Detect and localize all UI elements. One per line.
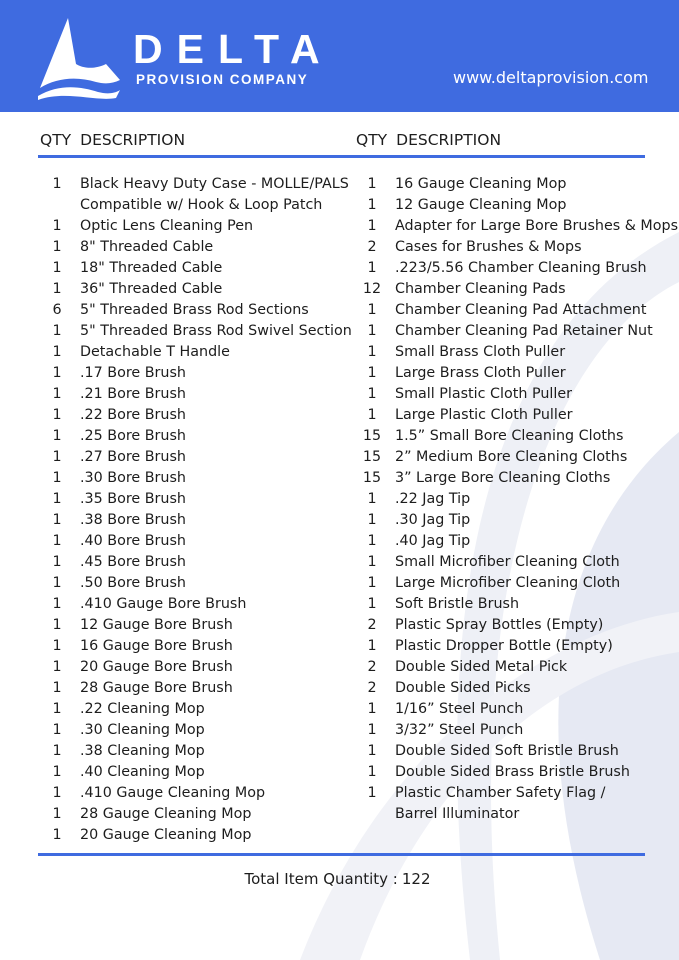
item-description: Large Microfiber Cleaning Cloth bbox=[395, 575, 621, 591]
list-item bbox=[349, 783, 678, 804]
item-description: Plastic Chamber Safety Flag / bbox=[395, 785, 606, 801]
list-item bbox=[34, 279, 352, 300]
item-description: 28 Gauge Cleaning Mop bbox=[80, 806, 252, 822]
list-item bbox=[34, 804, 352, 825]
list-item bbox=[349, 594, 678, 615]
item-qty: 1 bbox=[52, 680, 62, 696]
list-item bbox=[349, 552, 678, 573]
item-qty: 1 bbox=[52, 659, 62, 675]
item-description: .410 Gauge Cleaning Mop bbox=[80, 785, 266, 801]
item-qty: 1 bbox=[367, 743, 377, 759]
list-item bbox=[349, 300, 678, 321]
item-qty: 1 bbox=[52, 470, 62, 486]
item-qty: 1 bbox=[367, 596, 377, 612]
item-qty: 1 bbox=[367, 218, 377, 234]
item-description: Black Heavy Duty Case - MOLLE/PALS bbox=[80, 176, 349, 192]
list-item bbox=[349, 531, 678, 552]
list-item bbox=[349, 573, 678, 594]
item-description: Soft Bristle Brush bbox=[395, 596, 520, 612]
list-item bbox=[349, 678, 678, 699]
left-column-header bbox=[40, 131, 194, 149]
list-item bbox=[349, 426, 678, 447]
right-column-header bbox=[356, 131, 510, 149]
item-qty: 2 bbox=[367, 239, 377, 255]
list-item bbox=[34, 573, 352, 594]
item-qty bbox=[34, 195, 80, 216]
item-description: 1/16” Steel Punch bbox=[395, 701, 524, 717]
item-description: 16 Gauge Cleaning Mop bbox=[395, 176, 567, 192]
item-qty: 1 bbox=[367, 407, 377, 423]
list-item bbox=[34, 762, 352, 783]
total-quantity bbox=[0, 870, 679, 888]
list-item bbox=[34, 426, 352, 447]
item-description: .22 Bore Brush bbox=[80, 407, 186, 423]
list-item bbox=[349, 762, 678, 783]
list-item bbox=[349, 468, 678, 489]
item-description: Plastic Spray Bottles (Empty) bbox=[395, 617, 604, 633]
item-description: 3” Large Bore Cleaning Cloths bbox=[395, 470, 611, 486]
list-item bbox=[349, 342, 678, 363]
item-qty: 15 bbox=[362, 449, 382, 465]
list-item bbox=[349, 489, 678, 510]
list-item bbox=[34, 678, 352, 699]
list-item bbox=[34, 300, 352, 321]
item-qty: 1 bbox=[52, 785, 62, 801]
header-divider bbox=[38, 155, 645, 158]
item-qty: 1 bbox=[52, 176, 62, 192]
item-description: Double Sided Brass Bristle Brush bbox=[395, 764, 630, 780]
item-qty: 1 bbox=[52, 344, 62, 360]
item-description: Compatible w/ Hook & Loop Patch bbox=[80, 197, 323, 213]
list-item bbox=[349, 258, 678, 279]
list-item bbox=[34, 237, 352, 258]
item-qty: 1 bbox=[367, 386, 377, 402]
list-item bbox=[34, 552, 352, 573]
item-qty: 1 bbox=[367, 722, 377, 738]
website-link[interactable]: www.deltaprovision.com bbox=[453, 68, 649, 87]
item-description: Large Brass Cloth Puller bbox=[395, 365, 566, 381]
list-item bbox=[34, 468, 352, 489]
item-description: Optic Lens Cleaning Pen bbox=[80, 218, 254, 234]
list-item bbox=[34, 636, 352, 657]
footer-divider bbox=[38, 853, 645, 856]
item-description: 18" Threaded Cable bbox=[80, 260, 223, 276]
item-qty: 1 bbox=[52, 218, 62, 234]
item-description: Small Microfiber Cleaning Cloth bbox=[395, 554, 620, 570]
item-description: Small Brass Cloth Puller bbox=[395, 344, 566, 360]
list-item bbox=[349, 216, 678, 237]
item-qty: 1 bbox=[52, 554, 62, 570]
item-description: .21 Bore Brush bbox=[80, 386, 186, 402]
item-qty: 1 bbox=[52, 386, 62, 402]
item-description: Detachable T Handle bbox=[80, 344, 230, 360]
item-description: .17 Bore Brush bbox=[80, 365, 186, 381]
item-qty: 1 bbox=[52, 407, 62, 423]
list-item bbox=[34, 720, 352, 741]
item-qty: 1 bbox=[52, 533, 62, 549]
list-item bbox=[349, 405, 678, 426]
qty-header: QTY bbox=[40, 131, 72, 149]
description-header: DESCRIPTION bbox=[396, 131, 502, 149]
item-description: .40 Bore Brush bbox=[80, 533, 186, 549]
item-qty: 1 bbox=[367, 638, 377, 654]
item-qty: 1 bbox=[367, 764, 377, 780]
list-item bbox=[349, 699, 678, 720]
item-description: .27 Bore Brush bbox=[80, 449, 186, 465]
list-item bbox=[349, 447, 678, 468]
item-description: .30 Cleaning Mop bbox=[80, 722, 205, 738]
item-qty: 1 bbox=[367, 533, 377, 549]
total-value: 122 bbox=[401, 870, 431, 888]
item-description: .38 Bore Brush bbox=[80, 512, 186, 528]
item-description: 36" Threaded Cable bbox=[80, 281, 223, 297]
item-qty: 1 bbox=[52, 575, 62, 591]
item-qty: 1 bbox=[52, 323, 62, 339]
item-description: .30 Bore Brush bbox=[80, 470, 186, 486]
item-description: Chamber Cleaning Pad Retainer Nut bbox=[395, 323, 653, 339]
item-description: 2” Medium Bore Cleaning Cloths bbox=[395, 449, 628, 465]
qty-header: QTY bbox=[356, 131, 388, 149]
list-item bbox=[34, 363, 352, 384]
item-qty: 1 bbox=[52, 806, 62, 822]
header-banner bbox=[0, 0, 679, 112]
item-qty: 1 bbox=[367, 323, 377, 339]
item-description: Barrel Illuminator bbox=[395, 806, 520, 822]
item-description: Chamber Cleaning Pads bbox=[395, 281, 566, 297]
item-qty: 1 bbox=[52, 764, 62, 780]
item-qty: 1 bbox=[52, 512, 62, 528]
item-description: 20 Gauge Bore Brush bbox=[80, 659, 233, 675]
list-item bbox=[34, 741, 352, 762]
list-item bbox=[349, 615, 678, 636]
item-description: Large Plastic Cloth Puller bbox=[395, 407, 573, 423]
item-description: 5" Threaded Brass Rod Sections bbox=[80, 302, 309, 318]
item-qty: 1 bbox=[52, 491, 62, 507]
total-label: Total Item Quantity : bbox=[244, 870, 398, 888]
item-qty: 1 bbox=[367, 701, 377, 717]
item-qty: 1 bbox=[52, 365, 62, 381]
item-qty: 15 bbox=[362, 470, 382, 486]
list-item bbox=[349, 195, 678, 216]
list-item bbox=[34, 405, 352, 426]
list-item bbox=[34, 594, 352, 615]
item-qty: 1 bbox=[367, 176, 377, 192]
item-description: 8" Threaded Cable bbox=[80, 239, 214, 255]
item-qty: 1 bbox=[367, 785, 377, 801]
list-item bbox=[34, 531, 352, 552]
list-item bbox=[349, 741, 678, 762]
list-item bbox=[34, 174, 352, 195]
item-qty: 1 bbox=[367, 365, 377, 381]
item-description: 28 Gauge Bore Brush bbox=[80, 680, 233, 696]
list-item bbox=[34, 783, 352, 804]
item-qty: 2 bbox=[367, 659, 377, 675]
item-qty: 1 bbox=[367, 512, 377, 528]
item-description: .223/5.56 Chamber Cleaning Brush bbox=[395, 260, 647, 276]
list-item bbox=[349, 237, 678, 258]
item-description: Small Plastic Cloth Puller bbox=[395, 386, 573, 402]
item-description: .40 Cleaning Mop bbox=[80, 764, 205, 780]
list-item bbox=[349, 279, 678, 300]
list-item bbox=[349, 174, 678, 195]
item-description: Double Sided Soft Bristle Brush bbox=[395, 743, 619, 759]
list-item bbox=[34, 657, 352, 678]
item-qty: 2 bbox=[367, 680, 377, 696]
item-description: 5" Threaded Brass Rod Swivel Section bbox=[80, 323, 352, 339]
list-item bbox=[349, 804, 678, 825]
item-qty: 1 bbox=[52, 596, 62, 612]
item-qty: 1 bbox=[52, 743, 62, 759]
list-item bbox=[34, 321, 352, 342]
item-qty: 1 bbox=[52, 638, 62, 654]
item-qty: 15 bbox=[362, 428, 382, 444]
list-item bbox=[349, 510, 678, 531]
brand-name: DELTA bbox=[133, 26, 334, 72]
list-item bbox=[34, 195, 352, 216]
item-description: .22 Cleaning Mop bbox=[80, 701, 205, 717]
item-qty: 1 bbox=[367, 260, 377, 276]
item-description: .38 Cleaning Mop bbox=[80, 743, 205, 759]
list-item bbox=[34, 615, 352, 636]
item-qty: 1 bbox=[52, 617, 62, 633]
item-qty: 1 bbox=[367, 575, 377, 591]
list-item bbox=[34, 447, 352, 468]
item-description: .35 Bore Brush bbox=[80, 491, 186, 507]
description-header: DESCRIPTION bbox=[80, 131, 186, 149]
item-qty: 1 bbox=[52, 701, 62, 717]
item-description: .40 Jag Tip bbox=[395, 533, 471, 549]
item-description: 12 Gauge Cleaning Mop bbox=[395, 197, 567, 213]
item-description: Cases for Brushes & Mops bbox=[395, 239, 582, 255]
item-description: .25 Bore Brush bbox=[80, 428, 186, 444]
list-item bbox=[34, 216, 352, 237]
list-item bbox=[34, 825, 352, 846]
item-qty: 1 bbox=[367, 554, 377, 570]
left-item-list bbox=[34, 174, 352, 846]
list-item bbox=[349, 384, 678, 405]
delta-logo-icon bbox=[36, 18, 120, 100]
item-description: 16 Gauge Bore Brush bbox=[80, 638, 233, 654]
list-item bbox=[349, 657, 678, 678]
brand-subtitle: PROVISION COMPANY bbox=[136, 72, 309, 87]
item-qty: 1 bbox=[52, 260, 62, 276]
item-description: Chamber Cleaning Pad Attachment bbox=[395, 302, 647, 318]
item-description: 3/32” Steel Punch bbox=[395, 722, 524, 738]
item-description: .22 Jag Tip bbox=[395, 491, 471, 507]
item-qty: 1 bbox=[52, 722, 62, 738]
list-item bbox=[349, 321, 678, 342]
item-description: .45 Bore Brush bbox=[80, 554, 186, 570]
item-qty: 6 bbox=[52, 302, 62, 318]
list-item bbox=[34, 258, 352, 279]
item-description: Adapter for Large Bore Brushes & Mops bbox=[395, 218, 679, 234]
item-qty: 1 bbox=[52, 449, 62, 465]
list-item bbox=[349, 636, 678, 657]
item-description: .50 Bore Brush bbox=[80, 575, 186, 591]
list-item bbox=[34, 699, 352, 720]
item-qty: 12 bbox=[362, 281, 382, 297]
item-description: 12 Gauge Bore Brush bbox=[80, 617, 233, 633]
item-description: Double Sided Picks bbox=[395, 680, 531, 696]
list-item bbox=[349, 720, 678, 741]
item-qty: 1 bbox=[367, 302, 377, 318]
list-item bbox=[34, 342, 352, 363]
item-description: 20 Gauge Cleaning Mop bbox=[80, 827, 252, 843]
right-item-list bbox=[349, 174, 678, 825]
item-description: .410 Gauge Bore Brush bbox=[80, 596, 247, 612]
item-qty: 1 bbox=[367, 197, 377, 213]
list-item bbox=[349, 363, 678, 384]
list-item bbox=[34, 510, 352, 531]
item-qty bbox=[349, 804, 395, 825]
item-description: 1.5” Small Bore Cleaning Cloths bbox=[395, 428, 624, 444]
item-description: .30 Jag Tip bbox=[395, 512, 471, 528]
item-description: Double Sided Metal Pick bbox=[395, 659, 568, 675]
item-description: Plastic Dropper Bottle (Empty) bbox=[395, 638, 613, 654]
item-qty: 1 bbox=[52, 239, 62, 255]
list-item bbox=[34, 489, 352, 510]
item-qty: 1 bbox=[367, 491, 377, 507]
item-qty: 1 bbox=[52, 428, 62, 444]
item-qty: 1 bbox=[52, 281, 62, 297]
item-qty: 1 bbox=[367, 344, 377, 360]
item-qty: 2 bbox=[367, 617, 377, 633]
item-qty: 1 bbox=[52, 827, 62, 843]
list-item bbox=[34, 384, 352, 405]
